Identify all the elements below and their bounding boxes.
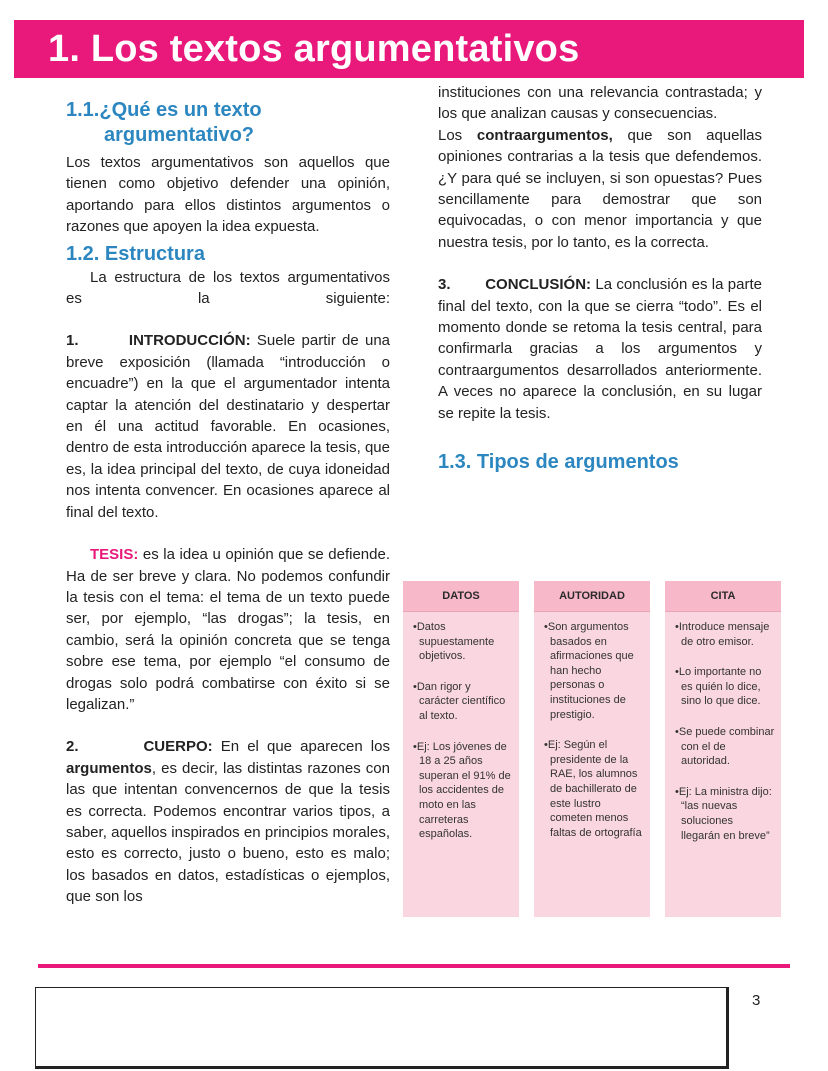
introduccion-paragraph (66, 330, 390, 523)
contra-text: que son aquellas opiniones contrarias a la tesis que defendemos. ¿Y para qué se incluyen, si son opuestas? Pues sencillamente para demostrar que son equivocadas, o con menor importancia y que nuestra tesis, por lo tanto, es la correcta. (438, 126, 762, 251)
structure-paragraph: La estructura de los textos argumentativos es la siguiente: (66, 268, 390, 308)
card-cita (665, 581, 781, 917)
card-datos-item: •Datos supuestamente objetivos. (413, 621, 495, 663)
card-autoridad-item: •Ej: Según el presidente de la RAE, los alumnos de bachillerato de este lustro cometen menos faltas de ortografía (544, 739, 642, 839)
conclusion-paragraph (438, 274, 762, 424)
intro-paragraph: Los textos argumentativos son aquellos que tienen como objetivo defender una opinión, aportando para ellos distintos argumentos o razones que apoyen la idea expuesta. (66, 154, 390, 236)
introduccion-number: 1. (66, 332, 79, 350)
conclusion-text: La conclusión es la parte final del texto, con la que se cierra “todo”. Es el momento donde se retoma la tesis central, para confirmarla gracias a los argumentos y contraargumentos desarrollados anteriormente. A veces no aparece la conclusión, en su lugar se repite la tesis. (438, 276, 762, 422)
card-autoridad-item: •Son argumentos basados en afirmaciones que han hecho personas o instituciones de prestigio. (544, 621, 634, 721)
tesis-text: es la idea u opinión que se defiende. Ha de ser breve y clara. No podemos confundir la tesis con el tema: el tema de un texto puede ser, por ejemplo, “las drogas”; la tesis, en cambio, será la opinión concreta que se tenga sobre ese tema, por ejemplo “el consumo de drogas solo podrá combatirse con éxito si se legalizan.” (66, 546, 390, 713)
card-autoridad-title: AUTORIDAD (534, 581, 650, 612)
cuerpo-bold: argumentos (66, 759, 152, 777)
contra-pre: Los (438, 126, 477, 144)
left-column (66, 98, 390, 908)
card-cita-title: CITA (665, 581, 781, 612)
title-banner (14, 20, 804, 78)
card-datos-item: •Ej: Los jóvenes de 18 a 25 años superan el 91% de los accidentes de moto en las carreteras españolas. (413, 740, 511, 841)
introduccion-text: Suele partir de una breve exposición (llamada “introducción o encuadre”) en la que el argumentador intenta captar la atención del destinatario y despertar en él una actitud favorable. En ocasiones, dentro de esta introducción aparece la tesis, que es, la idea principal del texto, de cuya idoneidad nos intenta convencer. En ocasiones aparece al final del texto. (66, 332, 391, 521)
footer-divider (38, 964, 790, 968)
card-cita-item: •Introduce mensaje de otro emisor. (675, 621, 770, 648)
card-datos (403, 581, 519, 917)
cuerpo-label: CUERPO: (143, 738, 213, 756)
card-cita-item: •Ej: La ministra dijo: “las nuevas soluciones llegarán en breve” (675, 785, 772, 842)
cuerpo-paragraph (66, 736, 390, 907)
heading-1-1-line1: 1.1.¿Qué es un texto (66, 99, 262, 121)
page-number: 3 (752, 992, 761, 1009)
page-title: 1. Los textos argumentativos (48, 28, 580, 70)
argument-types-cards (403, 581, 781, 919)
heading-1-2: 1.2. Estructura (66, 242, 205, 265)
footer-box (35, 987, 729, 1069)
contraargumentos-paragraph (438, 125, 762, 253)
tesis-label: TESIS: (90, 546, 139, 564)
card-datos-item: •Dan rigor y carácter científico al texto. (413, 680, 506, 722)
cuerpo-text-1: En el que aparecen los (212, 738, 390, 756)
continuation-paragraph: instituciones con una relevancia contrastada; y los que analizan causas y consecuencias. (438, 84, 762, 123)
conclusion-label: CONCLUSIÓN: (485, 276, 592, 294)
introduccion-label: INTRODUCCIÓN: (128, 332, 251, 350)
card-cita-item: •Lo importante no es quién lo dice, sino lo que dice. (675, 666, 762, 708)
contra-label: contraargumentos, (476, 126, 613, 144)
conclusion-number: 3. (438, 276, 451, 294)
right-column (438, 82, 762, 475)
heading-1-1-line2: argumentativo? (104, 124, 255, 146)
cuerpo-text-2: , es decir, las distintas razones con las que intentan convencernos de que la tesis es correcta. Podemos encontrar varios tipos, a saber, aquellos inspirados en principios morales, esto es correcto, justo o bueno, esto es malo; los basados en datos, estadísticas o ejemplos, que son los (66, 759, 390, 906)
tesis-paragraph (66, 544, 390, 715)
card-autoridad (534, 581, 650, 917)
cuerpo-number: 2. (66, 738, 79, 756)
card-datos-title: DATOS (403, 581, 519, 612)
heading-1-3: 1.3. Tipos de argumentos (438, 451, 679, 474)
card-cita-item: •Se puede combinar con el de autoridad. (675, 725, 775, 768)
